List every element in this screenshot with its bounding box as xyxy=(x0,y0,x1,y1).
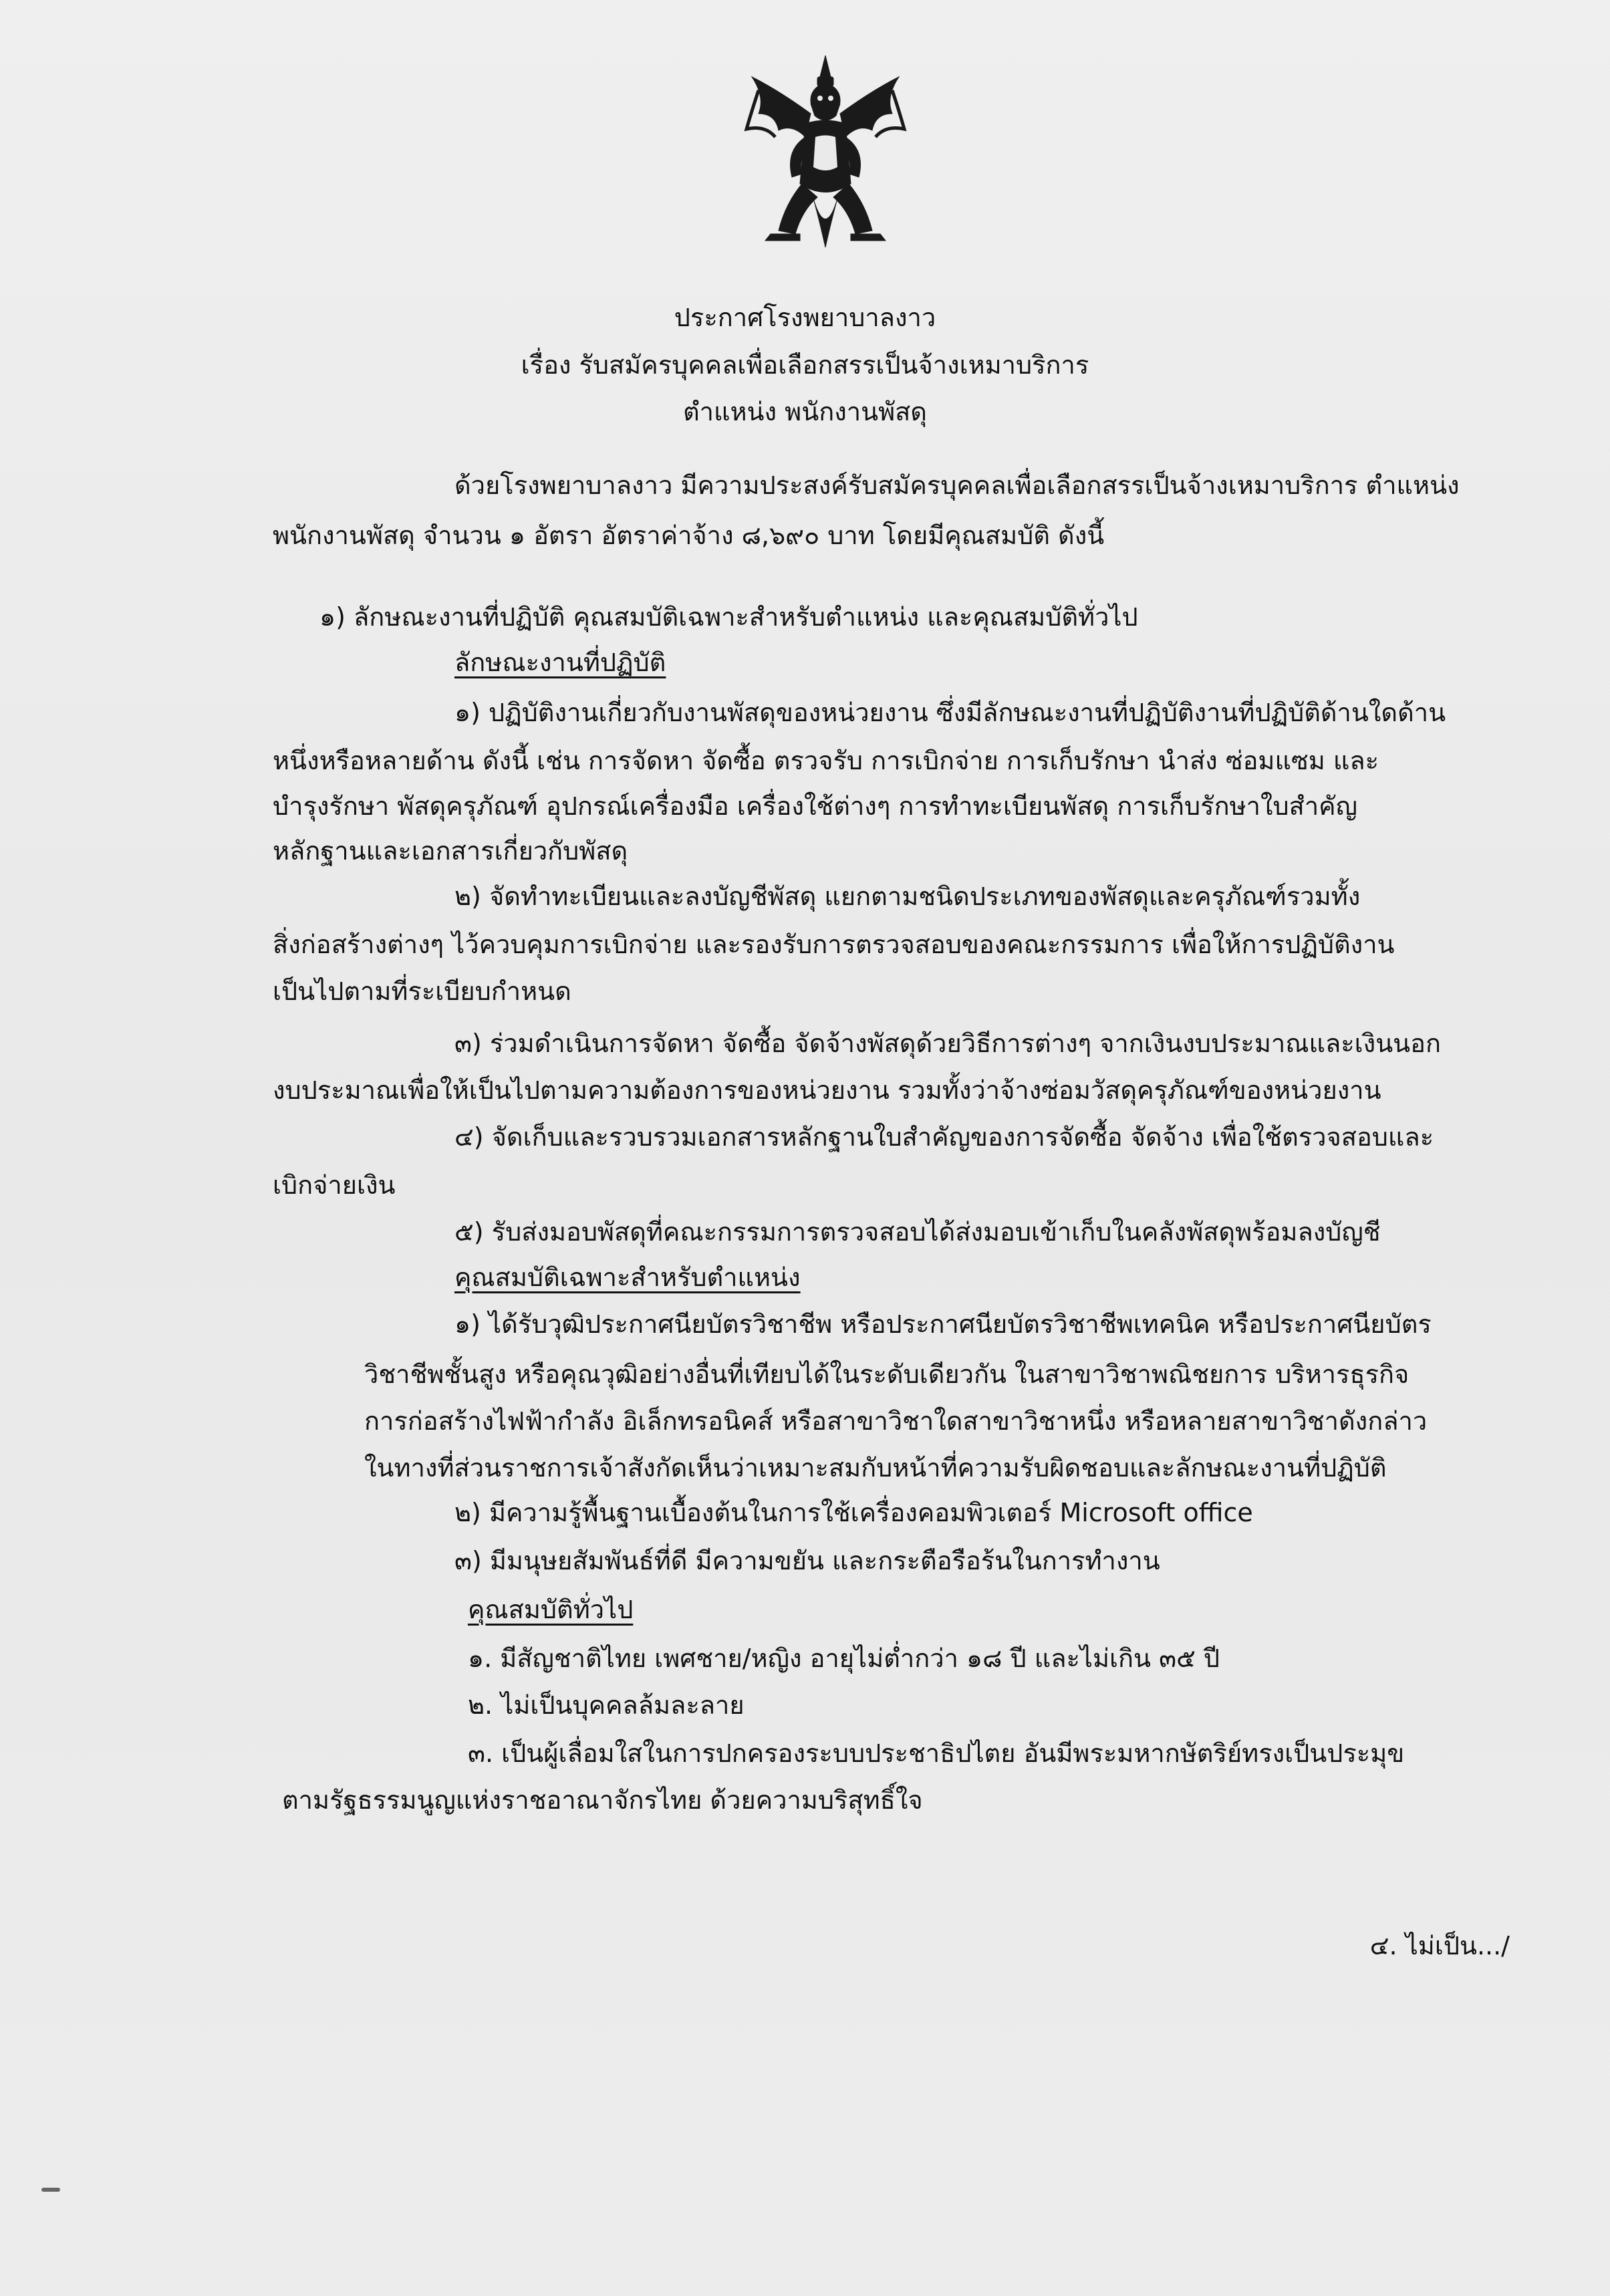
general-line: ๑. มีสัญชาติไทย เพศชาย/หญิง อายุไม่ต่ำกว่า ๑๘ ปี และไม่เกิน ๓๕ ปี xyxy=(468,1644,1220,1673)
intro-line-1: ด้วยโรงพยาบาลงาว มีความประสงค์รับสมัครบุคคลเพื่อเลือกสรรเป็นจ้างเหมาบริการ ตำแหน่ง xyxy=(454,471,1460,500)
duty-line: ๔) จัดเก็บและรวบรวมเอกสารหลักฐานใบสำคัญของการจัดซื้อ จัดจ้าง เพื่อใช้ตรวจสอบและ xyxy=(454,1122,1434,1152)
announcement-position: ตำแหน่ง พนักงานพัสดุ xyxy=(683,397,927,426)
announcement-title: ประกาศโรงพยาบาลงาว xyxy=(674,303,936,332)
specific-qualifications-heading: คุณสมบัติเฉพาะสำหรับตำแหน่ง xyxy=(454,1263,801,1292)
intro-line-2: พนักงานพัสดุ จำนวน ๑ อัตรา อัตราค่าจ้าง ๘,๖๙๐ บาท โดยมีคุณสมบัติ ดังนี้ xyxy=(273,521,1105,550)
specific-line: ๒) มีความรู้พื้นฐานเบื้องต้นในการใช้เครื่องคอมพิวเตอร์ Microsoft office xyxy=(454,1498,1253,1527)
announcement-subject: เรื่อง รับสมัครบุคคลเพื่อเลือกสรรเป็นจ้างเหมาบริการ xyxy=(521,350,1089,380)
specific-line: ในทางที่ส่วนราชการเจ้าสังกัดเห็นว่าเหมาะสมกับหน้าที่ความรับผิดชอบและลักษณะงานที่ปฏิบัติ xyxy=(364,1453,1387,1483)
specific-line: การก่อสร้างไฟฟ้ากำลัง อิเล็กทรอนิคส์ หรือสาขาวิชาใดสาขาวิชาหนึ่ง หรือหลายสาขาวิชาดังกล่าว xyxy=(364,1406,1428,1436)
duty-line: ๑) ปฏิบัติงานเกี่ยวกับงานพัสดุของหน่วยงาน ซึ่งมีลักษณะงานที่ปฏิบัติงานที่ปฏิบัติด้านใดด้าน xyxy=(454,698,1446,727)
general-line: ๒. ไม่เป็นบุคคลล้มละลาย xyxy=(468,1690,745,1720)
duty-line: หลักฐานและเอกสารเกี่ยวกับพัสดุ xyxy=(273,836,628,866)
general-qualifications-heading: คุณสมบัติทั่วไป xyxy=(468,1595,634,1624)
duty-line: ๓) ร่วมดำเนินการจัดหา จัดซื้อ จัดจ้างพัสดุด้วยวิธีการต่างๆ จากเงินงบประมาณและเงินนอก xyxy=(454,1029,1441,1058)
section-1-heading: ๑) ลักษณะงานที่ปฏิบัติ คุณสมบัติเฉพาะสำหรับตำแหน่ง และคุณสมบัติทั่วไป xyxy=(319,602,1138,632)
duty-line: ๕) รับส่งมอบพัสดุที่คณะกรรมการตรวจสอบได้ส่งมอบเข้าเก็บในคลังพัสดุพร้อมลงบัญชี xyxy=(454,1217,1381,1247)
specific-line: ๓) มีมนุษยสัมพันธ์ที่ดี มีความขยัน และกระตือรือร้นในการทำงาน xyxy=(454,1546,1160,1575)
duty-line: ๒) จัดทำทะเบียนและลงบัญชีพัสดุ แยกตามชนิดประเภทของพัสดุและครุภัณฑ์รวมทั้ง xyxy=(454,882,1361,911)
specific-line: วิชาชีพชั้นสูง หรือคุณวุฒิอย่างอื่นที่เทียบได้ในระดับเดียวกัน ในสาขาวิชาพณิชยการ บริหารธุรกิจ xyxy=(364,1360,1410,1389)
general-line: ตามรัฐธรรมนูญแห่งราชอาณาจักรไทย ด้วยความบริสุทธิ์ใจ xyxy=(282,1785,923,1815)
specific-line: ๑) ได้รับวุฒิประกาศนียบัตรวิชาชีพ หรือประกาศนียบัตรวิชาชีพเทคนิค หรือประกาศนียบัตร xyxy=(454,1309,1432,1339)
duty-line: สิ่งก่อสร้างต่างๆ ไว้ควบคุมการเบิกจ่าย และรองรับการตรวจสอบของคณะกรรมการ เพื่อให้การปฏิบัติงาน xyxy=(273,930,1395,959)
scan-mark xyxy=(41,2188,60,2192)
duty-line: หนึ่งหรือหลายด้าน ดังนี้ เช่น การจัดหา จัดซื้อ ตรวจรับ การเบิกจ่าย การเก็บรักษา นำส่ง ซ่อมแซม และ xyxy=(273,746,1379,775)
duty-line: เบิกจ่ายเงิน xyxy=(273,1170,396,1200)
duty-line: บำรุงรักษา พัสดุครุภัณฑ์ อุปกรณ์เครื่องมือ เครื่องใช้ต่างๆ การทำทะเบียนพัสดุ การเก็บรักษาใบสำคัญ xyxy=(273,791,1357,821)
general-line: ๓. เป็นผู้เลื่อมใสในการปกครองระบบประชาธิปไตย อันมีพระมหากษัตริย์ทรงเป็นประมุข xyxy=(468,1739,1405,1768)
duties-heading: ลักษณะงานที่ปฏิบัติ xyxy=(454,648,666,677)
continuation-marker: ๔. ไม่เป็น.../ xyxy=(1369,1931,1510,1960)
duty-line: งบประมาณเพื่อให้เป็นไปตามความต้องการของหน่วยงาน รวมทั้งว่าจ้างซ่อมวัสดุครุภัณฑ์ของหน่วยงาน xyxy=(273,1075,1381,1105)
duty-line: เป็นไปตามที่ระเบียบกำหนด xyxy=(273,977,571,1006)
garuda-emblem-icon xyxy=(739,50,912,264)
